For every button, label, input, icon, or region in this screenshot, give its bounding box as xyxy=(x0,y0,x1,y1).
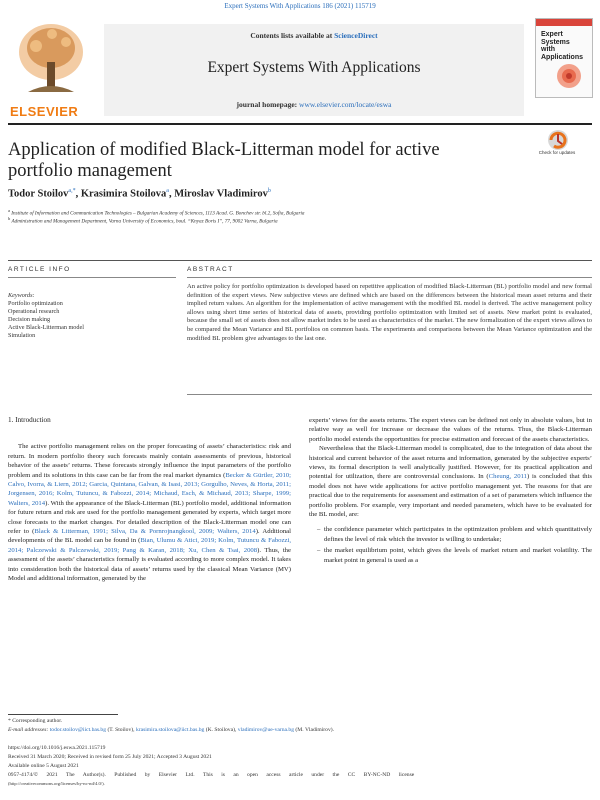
keyword: Portfolio optimization xyxy=(8,300,63,307)
abstract-rule xyxy=(187,277,592,278)
abstract-heading: ABSTRACT xyxy=(187,266,234,273)
masthead xyxy=(104,24,524,116)
body-paragraph xyxy=(8,442,291,583)
header-rule xyxy=(8,123,592,125)
email-link[interactable]: krasimira.stoilova@iict.bas.bg xyxy=(135,727,205,733)
affiliation-mark: b xyxy=(8,216,11,221)
journal-name: Expert Systems With Applications xyxy=(207,59,421,76)
journal-header xyxy=(8,18,592,120)
contents-prefix: Contents lists available at xyxy=(250,31,335,40)
author-list: Todor Stoilov$^{a,*}$, Krasimira Stoilova$^a$, Miroslav Vladimirov$^b$ xyxy=(8,188,271,200)
body-column-right xyxy=(309,416,592,565)
author-name[interactable]: Krasimira Stoilova xyxy=(80,188,167,200)
available-online-date: Available online 5 August 2021 xyxy=(8,763,79,769)
corresponding-author-note: * Corresponding author. xyxy=(8,718,63,724)
author-marks[interactable]: a,* xyxy=(68,188,76,194)
email-link[interactable]: todor.stoilov@iict.bas.bg xyxy=(49,727,107,733)
article-info-heading: ARTICLE INFO xyxy=(8,266,71,273)
email-owner: (K. Stoilova), xyxy=(205,727,237,733)
article-info-rule xyxy=(8,277,176,278)
elsevier-logo xyxy=(8,18,96,118)
article-title-line-2: portfolio management xyxy=(8,161,172,181)
body-paragraph: experts’ views for the assets returns. The expert views can be defined not only in absolute values, but in relative way as well for increase or decrease the values of the returns. Thus, the Black-Litterman portfolio model extends the opportunities for precise estimation and forecast of the assets characteristics. xyxy=(309,417,592,443)
keyword: Simulation xyxy=(8,332,36,339)
keywords-label: Keywords: xyxy=(8,292,35,299)
body-paragraph xyxy=(309,444,592,519)
affiliation xyxy=(8,216,588,225)
doi-link[interactable]: https://doi.org/10.1016/j.eswa.2021.115719 xyxy=(8,745,106,751)
divider xyxy=(8,260,592,261)
article-title xyxy=(8,140,508,182)
keyword: Operational research xyxy=(8,308,60,315)
affiliation-text: Administration and Management Department, Varna University of Economics, boul. “Knyaz Boris I”, 77, 9002 Varna, Bulgaria xyxy=(11,218,278,225)
cover-strip xyxy=(536,19,592,26)
footnote-rule xyxy=(8,714,118,715)
check-for-updates-label[interactable]: Check for updates xyxy=(538,150,576,155)
check-for-updates-icon[interactable] xyxy=(538,128,578,164)
received-dates: Received 31 March 2020; Received in revised form 25 July 2021; Accepted 3 August 2021 xyxy=(8,754,212,760)
author-name[interactable]: Todor Stoilov xyxy=(8,188,69,200)
list-item: – the market equilibrium point, which gives the levels of market return and market volatility. The market point in general is used as a xyxy=(317,546,592,565)
author-marks[interactable]: a xyxy=(166,188,169,194)
citation-link[interactable]: Cheung, 2011 xyxy=(488,473,528,481)
journal-homepage-line xyxy=(104,100,524,109)
homepage-link[interactable]: www.elsevier.com/locate/eswa xyxy=(299,100,392,109)
email-label: E-mail addresses: xyxy=(8,727,49,733)
parameter-list xyxy=(309,525,592,565)
citation-link[interactable]: Becker & Gürtler, 2010; Calvo, Ivorra, & Liern, 2012; Garcia, Quintana, Galvan, & Isasi, 2013; Gorgulho, Neves, & Horta, 2011; Jorgensen, 2016; Kolm, Tutuncu, & Fabozzi, 2014; Michaud, Esch, & Michaud, 2013; Sharpe, 1999; Walters, 2014 xyxy=(8,471,291,507)
homepage-label: journal homepage: xyxy=(236,100,300,109)
sciencedirect-link[interactable]: ScienceDirect xyxy=(334,31,378,40)
email-owner: (T. Stoilov), xyxy=(107,727,135,733)
elsevier-wordmark: ELSEVIER xyxy=(10,104,79,119)
paragraph-text: ). With the appearance of the Black-Litterman (BL) portfolio model, additional information for future return and risk are used for the portfolio management generated by experts, which target more close forecasts to the market changes. For detailed description of the Black-Litterman model one can refer to ( xyxy=(8,499,291,536)
keyword: Active Black-Litterman model xyxy=(8,324,84,331)
cover-title: Expert Systems with Applications xyxy=(541,31,584,61)
paragraph-text: The active portfolio management relies on the proper forecasting of assets’ characteristics: risk and return. In modern portfolio theory such forecasts mainly contain assessments of previous, historical behavior of the assets’ returns. These forecasts strongly influence the input parameters of the portfolio problem and its solutions in this case can be far from the real market dynamics ( xyxy=(8,443,291,479)
body-column-left xyxy=(8,416,291,584)
keyword: Decision making xyxy=(8,316,51,323)
email-link[interactable]: vladimirov@ue-varna.bg xyxy=(237,727,295,733)
elsevier-tree-icon xyxy=(8,18,94,102)
journal-cover-thumbnail[interactable] xyxy=(535,18,593,98)
copyright-line: 0957-4174/© 2021 The Author(s). Published by Elsevier Ltd. This is an open access article under the CC BY-NC-ND license xyxy=(8,772,415,778)
article-title-line-1: Application of modified Black-Litterman model for active xyxy=(8,140,440,160)
license-link[interactable]: (http://creativecommons.org/licenses/by-nc-nd/4.0/). xyxy=(8,781,105,786)
section-heading-introduction: 1. Introduction xyxy=(8,416,51,424)
author-marks[interactable]: b xyxy=(267,188,271,194)
affiliation-mark: a xyxy=(8,208,10,213)
paragraph-text: Nevertheless that the Black-Litterman model is complicated, due to the integration of data about the historical and current behavior of the asset returns and information, generated by the subjective experts’ views, its formal description is well analytically justified. However, for its practical application and potential for utilization, there are controversial conclusions. In ( xyxy=(309,445,592,481)
email-owner: (M. Vladimirov). xyxy=(295,727,335,733)
abstract-bottom-rule xyxy=(187,394,592,395)
citation-link[interactable]: Black & Litterman, 1991; Silva, Da & Pornrojnangkool, 2009; Walters, 2014 xyxy=(34,528,256,536)
list-item: – the confidence parameter which participates in the optimization problem and which quantitatively defines the level of risk which the investor is willing to undertake; xyxy=(317,525,592,544)
paragraph-text: ) is concluded that this model does not have wide applications for active portfolio management yet. The reasons for that are practical due to the requirements for assessment and estimation of a set of parameters which influence the portfolio problem. For example, very important and needed parameters, which have to be evaluated for the BL model, are: xyxy=(309,473,593,519)
cover-art-icon xyxy=(554,61,584,91)
citation-link[interactable]: Bian, Ulumu & Atici, 2019; Kolm, Tutuncu & Fabozzi, 2014; Palczewski & Palczewski, 2019; Pang & Karan, 2018; Xu, Chen & Tsai, 2008 xyxy=(8,537,291,554)
paragraph-text: ). Thus, the assessment of the assets’ characteristics formally is evaluated according to more complex model. It takes into consideration both the historical data of assets’ returns used by the classical Mean Variance (MV) Model and additional information, generated by the xyxy=(8,546,291,583)
email-footnote xyxy=(8,727,598,733)
contents-line xyxy=(104,31,524,40)
author-name[interactable]: Miroslav Vladimirov xyxy=(174,188,268,200)
journal-citation-line[interactable]: Expert Systems With Applications 186 (2021) 115719 xyxy=(224,2,376,10)
abstract-text: An active policy for portfolio optimization is developed based on repetitive application of modified Black-Litterman (BL) portfolio model and new formal definition of the expert views. New subjective views are defined which are based on the differences between the historical mean asset returns and their implied return values. An algorithm for the implementation of active management with the modified BL model is derived. The active management policy allows using short time series of historical data of assets, providing portfolio optimization with limited set of assets. New market point is evaluated, because the small set of assets does not allow market index to be used as characteristics of the market. The new formalization of the expert views allows to be compared the Mean Variance and BL portfolios on common basis. The experiments and comparisons between the Mean Variance optimization and the modified BL problem give advantages to the last one. xyxy=(187,283,592,342)
affiliation-text: Institute of Information and Communication Technologies – Bulgarian Academy of Sciences, 1113 Acad. G. Bonchev str. bl.2, Sofia, Bulgaria xyxy=(11,210,305,217)
paragraph-text: ). Additional developments of the BL model can be found in ( xyxy=(8,528,291,545)
